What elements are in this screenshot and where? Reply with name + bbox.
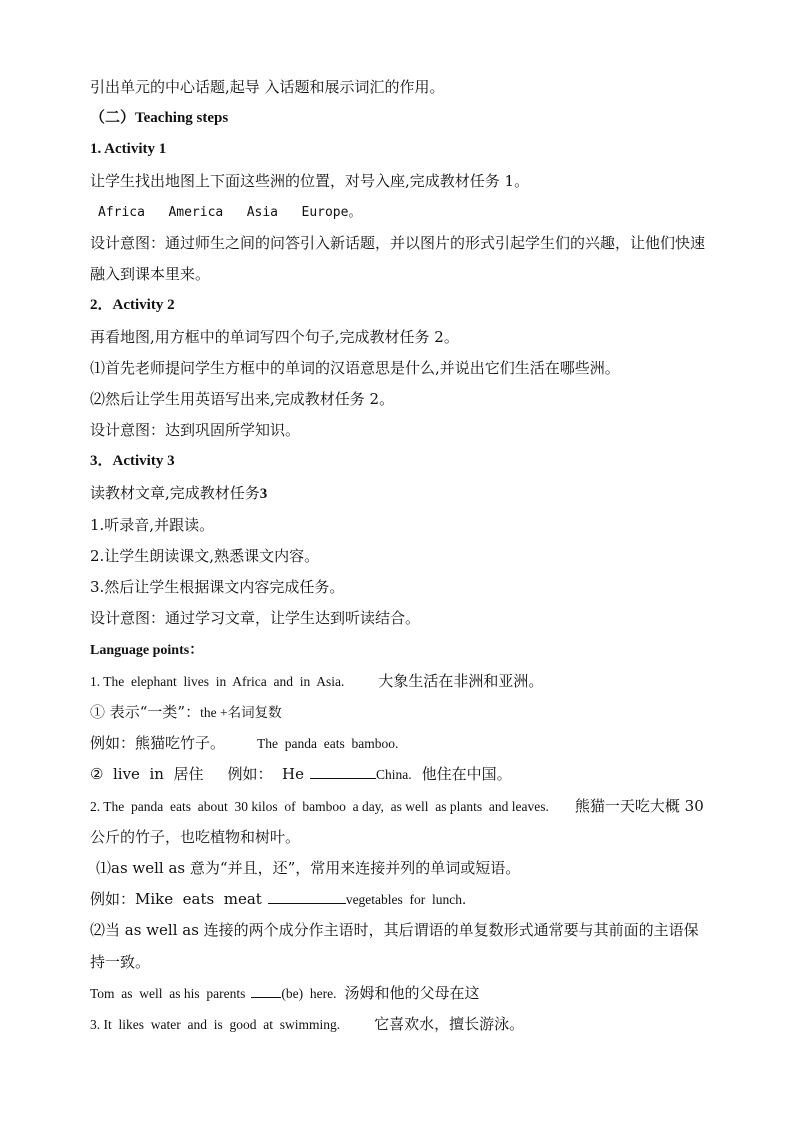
usage-2-label: ② live in 居住 — [90, 765, 204, 784]
language-point-3-chinese: 它喜欢水，擅长游泳。 — [374, 1015, 525, 1034]
note-2-example-chinese: 汤姆和他的父母在这 — [344, 983, 480, 1002]
language-point-3 — [90, 1009, 706, 1040]
usage-1-label: ① 表示“一类”： — [90, 703, 201, 722]
language-point-2-example-2 — [90, 978, 706, 1009]
activity-2-design-intent: 设计意图：达到巩固所学知识。 — [90, 421, 301, 440]
language-point-2-example — [90, 884, 706, 915]
activity-2-step-2: ⑵然后让学生用英语写出来,完成教材任务 2。 — [90, 390, 395, 409]
activity-3-heading: 3．Activity 3 — [90, 453, 175, 470]
language-point-1 — [90, 666, 706, 697]
continents-list: Africa America Asia Europe。 — [98, 204, 362, 220]
language-point-2-chinese: 熊猫一天吃大概 30 公斤的竹子，也吃植物和树叶。 — [90, 796, 704, 846]
activity-3-step-1: 1.听录音,并跟读。 — [90, 515, 215, 534]
activity-3-instruction-text: 读教材文章,完成教材任务 — [90, 483, 260, 502]
activity-1-design-intent: 设计意图：通过师生之间的问答引入新话题，并以图片的形式引起学生们的兴趣，让他们快速融入到课本里来。 — [90, 234, 706, 284]
language-point-1-chinese: 大象生活在非洲和亚洲。 — [378, 671, 544, 690]
language-point-2 — [90, 791, 706, 853]
note-1-example-prefix: 例如：Mike eats meat — [90, 890, 262, 909]
language-point-2-note-1: ⑴as well as 意为“并且，还”，常用来连接并列的单词或短语。 — [96, 859, 521, 878]
answer-blank[interactable] — [268, 889, 346, 904]
language-point-2-note-2: ⑵当 as well as 连接的两个成分作主语时，其后谓语的单复数形式通常要与其前面的主语保持一致。 — [90, 921, 699, 971]
usage-2-example-prefix: 例如： He — [227, 765, 304, 784]
language-point-1-example-1 — [90, 728, 706, 759]
document-page — [90, 72, 706, 1040]
paragraph-intro: 引出单元的中心话题,起导 入话题和展示词汇的作用。 — [90, 78, 445, 96]
note-2-example-suffix: (be) here. — [281, 985, 337, 1001]
activity-1-instruction: 让学生找出地图上下面这些洲的位置，对号入座,完成教材任务 1。 — [90, 171, 530, 190]
activity-2-heading: 2．Activity 2 — [90, 297, 175, 314]
activity-2-step-1: ⑴首先老师提问学生方框中的单词的汉语意思是什么,并说出它们生活在哪些洲。 — [90, 358, 620, 377]
answer-blank[interactable] — [251, 983, 281, 998]
activity-3-step-3: 3.然后让学生根据课文内容完成任务。 — [90, 578, 345, 597]
usage-2-example-suffix: China. — [375, 767, 412, 783]
language-point-2-english: 2. The panda eats about 30 kilos of bamboo a day, as well as plants and leaves. — [90, 798, 549, 814]
activity-2-instruction: 再看地图,用方框中的单词写四个句子,完成教材任务 2。 — [90, 327, 459, 346]
activity-3-instruction — [90, 478, 706, 510]
activity-3-task-number: 3 — [259, 485, 268, 502]
activity-3-design-intent: 设计意图：通过学习文章，让学生达到听读结合。 — [90, 609, 421, 628]
activity-1-heading: 1. Activity 1 — [90, 141, 167, 158]
note-1-example-suffix: vegetables for lunch． — [345, 892, 476, 908]
language-point-1-english: 1. The elephant lives in Africa and in Asia. — [90, 673, 345, 689]
section-heading-teaching-steps: （二）Teaching steps — [90, 110, 229, 127]
language-point-3-english: 3. It likes water and is good at swimming. — [90, 1017, 341, 1033]
activity-3-step-2: 2.让学生朗读课文,熟悉课文内容。 — [90, 547, 320, 566]
usage-2-example-chinese: 他住在中国。 — [421, 765, 512, 784]
example-1-chinese: 例如：熊猫吃竹子。 — [90, 734, 226, 753]
answer-blank[interactable] — [310, 764, 376, 779]
example-1-english: The panda eats bamboo. — [257, 736, 399, 752]
note-2-example-prefix: Tom as well as his parents — [90, 985, 246, 1001]
language-points-heading: Language points： — [90, 642, 204, 658]
usage-1-rule: the +名词复数 — [200, 705, 282, 721]
language-point-1-usage-1 — [90, 697, 706, 728]
language-point-1-usage-2 — [90, 759, 706, 790]
